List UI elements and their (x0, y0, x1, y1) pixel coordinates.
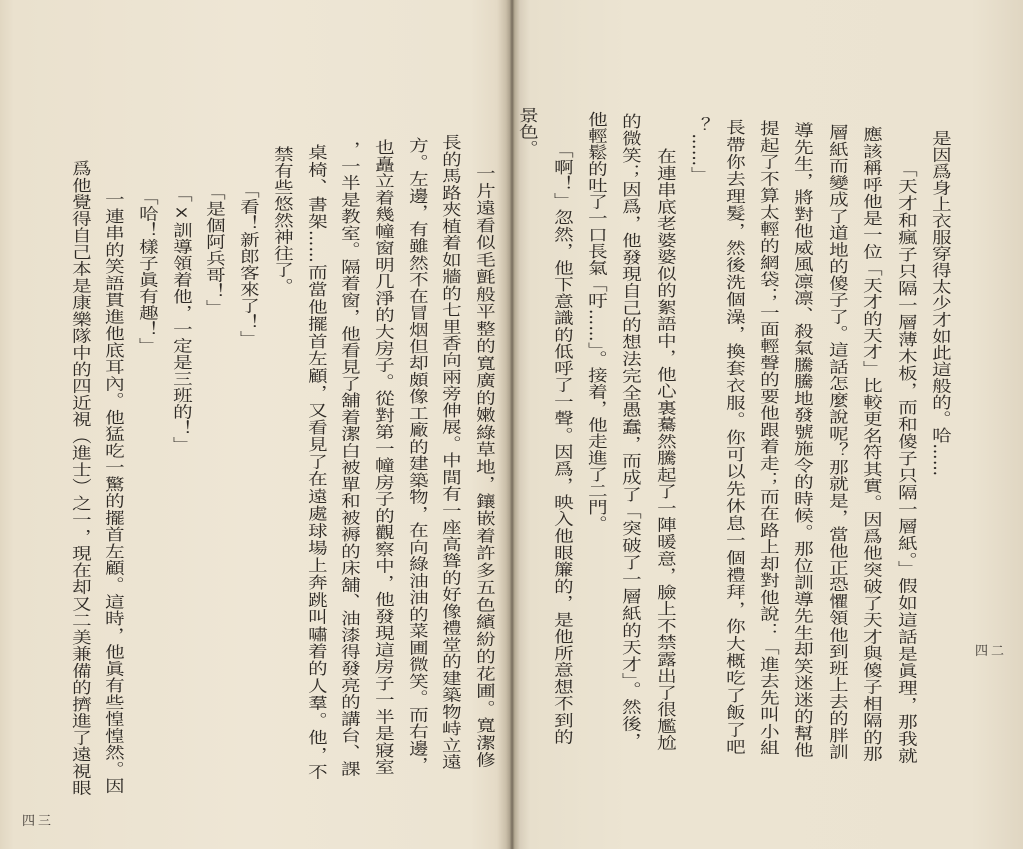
text-column: 爲他覺得自己本是康樂隊中的四近視（進士）之一，現在却又二美兼備的擠進了遠視眼 (69, 160, 93, 796)
dialogue-line: 「×訓導領着他，一定是三班的！」 (170, 186, 194, 453)
text-column: 長帶你去理髮，然後洗個澡，換套衣服。你可以先休息一個禮拜，你大概吃了飯了吧 (723, 119, 747, 755)
text-column: 長的馬路夾植着如牆的七里香向兩旁伸展。中間有一座高聳的好像禮堂的建築物峙立遠 (439, 134, 463, 770)
dialogue-line: 「看！新郎客來了！」 (237, 182, 261, 347)
text-column: 在連串底老婆婆似的絮語中，他心裏驀然騰起了一陣暖意，臉上不禁露出了很尷尬 (654, 148, 678, 751)
book-spine (510, 0, 514, 849)
dialogue-line: 「是個阿兵哥！」 (203, 184, 227, 316)
text-column: 提起了不算太輕的網袋；一面輕聲的要他跟着走；而在路上却對他說：「進去先叫小組 (757, 120, 781, 756)
text-column: 導先生，將對他威風凛凛、殺氣騰騰地發號施令的時候。那位訓導先生却笑迷迷的幫他 (791, 122, 815, 758)
text-column: 應該稱呼他是一位「天才的天才」比較更名符其實。因爲他突破了天才與傻子相隔的那 (860, 126, 884, 762)
text-column: 他輕鬆的吐了一口長氣「吁……」。接着，他走進了二門。 (585, 111, 609, 532)
text-column: 也矗立着幾幢窗明几淨的大房子。從對第一幢房子的觀察中，他發現這房子一半是寢室 (372, 139, 396, 775)
page-number: 四三 (22, 814, 55, 829)
text-column: 景色。 (516, 107, 540, 157)
page-number: 四二 (975, 644, 1008, 659)
text-column: 一片遠看似毛氈般平整的寬廣的嫩綠草地，鑲嵌着許多五色繽紛的花圃。寬潔修 (473, 165, 497, 768)
text-column: 的微笑；因爲，他發現自己的想法完全愚蠢，而成了「突破了一層紙的天才」。然後， (619, 113, 643, 749)
text-column: 「天才和瘋子只隔一層薄木板，而和傻子只隔一層紙。」假如這話是眞理，那我就 (895, 161, 919, 764)
right-page (512, 0, 1023, 849)
dialogue-line: 「哈！樣子眞有趣！」 (136, 189, 160, 354)
text-column: 方。左邊，有雖然不在冒烟但却頗像工廠的建築物，在向綠油油的菜圃微笑。而右邊， (406, 137, 430, 773)
text-column: 桌椅、書架……而當他擺首左顧，又看見了在遠處球場上奔跳叫嘯着的人羣。他，不 (305, 144, 329, 780)
text-column: 一連串的笑語貫進他底耳內。他猛吃一驚的擺首左顧。這時，他眞有些惶惶然。因 (102, 191, 126, 794)
text-column: ？……」 (688, 117, 712, 183)
text-column: 禁有些悠然神往了。 (271, 146, 295, 295)
text-column: 是因爲身上衣服穿得太少才如此這般的。哈…… (929, 130, 953, 477)
text-column: ，一半是教室。隔着窗，他看見了舖着潔白被單和被褥的床舖、油漆得發亮的講台、課 (338, 141, 362, 777)
text-column: 層紙而變成了道地的傻子了。這話怎麼說呢？那就是，當他正恐懼領他到班上去的胖訓 (826, 124, 850, 760)
text-column: 「啊！」忽然，他下意識的低呼了一聲。因爲，映入他眼簾的，是他所意想不到的 (551, 142, 575, 745)
